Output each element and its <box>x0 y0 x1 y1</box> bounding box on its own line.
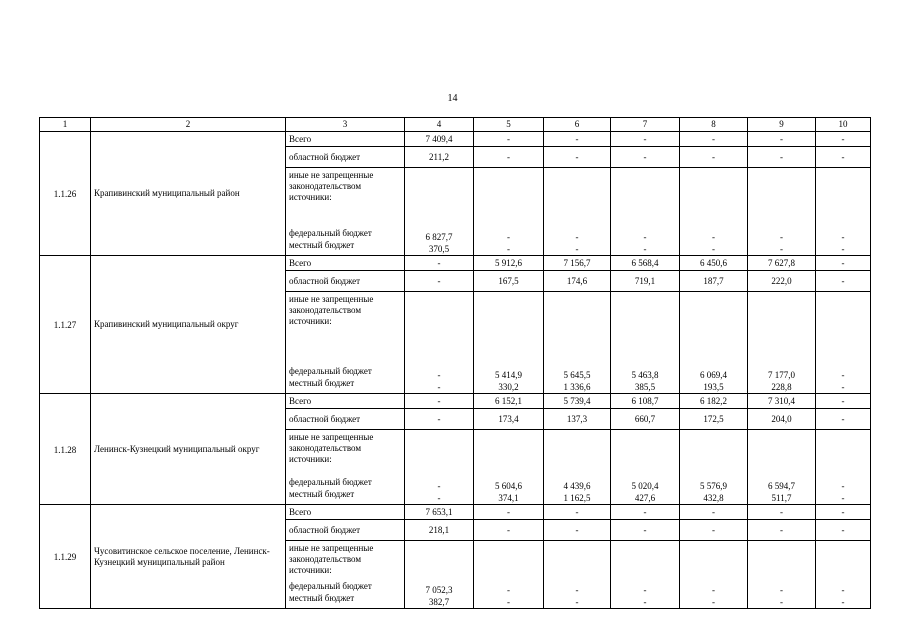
federal-value: 5 604,6 <box>495 481 522 491</box>
local-label: местный бюджет <box>289 240 355 250</box>
value-cell: 6 568,4 <box>611 256 680 271</box>
value-cell: - <box>816 271 871 292</box>
federal-label: федеральный бюджет <box>289 477 372 487</box>
value-cell: - <box>544 520 611 541</box>
value-cell: - <box>680 520 748 541</box>
source-label-total: Всего <box>286 256 405 271</box>
value-cell: - <box>748 505 816 520</box>
local-value: 432,8 <box>703 493 724 503</box>
federal-value: 5 645,5 <box>563 370 591 380</box>
municipality-name: Крапивинский муниципальный округ <box>91 256 286 394</box>
page-number: 14 <box>447 93 458 104</box>
value-cell: - <box>405 256 474 271</box>
value-cell: - <box>816 147 871 168</box>
row-number: 1.1.27 <box>40 256 91 394</box>
federal-value: - <box>841 232 845 242</box>
spacer <box>289 203 401 227</box>
value-cell <box>405 292 474 394</box>
local-label: местный бюджет <box>289 378 355 388</box>
value-cell: - <box>748 132 816 147</box>
municipality-name: Чусовитинское сельское поселение, Ленинск-Кузнецкий муниципальный район <box>91 505 286 609</box>
federal-value: 7 177,0 <box>768 370 795 380</box>
row-number: 1.1.26 <box>40 132 91 256</box>
local-value: 385,5 <box>634 382 656 392</box>
value-cell <box>816 541 871 609</box>
other-sources-label: иные не запрещенные законодательством источники: <box>289 432 374 464</box>
federal-value: - <box>712 585 715 595</box>
federal-value: - <box>507 585 510 595</box>
value-cell: 7 310,4 <box>748 394 816 409</box>
local-value: - <box>643 597 647 607</box>
header-cell: 9 <box>748 118 816 132</box>
value-cell <box>474 168 544 256</box>
header-cell: 3 <box>286 118 405 132</box>
value-cell: 218,1 <box>405 520 474 541</box>
value-cell: 6 450,6 <box>680 256 748 271</box>
source-label-regional: областной бюджет <box>286 409 405 430</box>
source-label-other <box>286 541 405 609</box>
source-label-total: Всего <box>286 132 405 147</box>
local-value: 1 336,6 <box>563 382 591 392</box>
spacer <box>289 465 401 476</box>
value-cell: - <box>611 132 680 147</box>
value-cell: - <box>816 520 871 541</box>
source-label-other <box>286 430 405 505</box>
value-cell: - <box>544 505 611 520</box>
value-cell: 222,0 <box>748 271 816 292</box>
value-cell: 660,7 <box>611 409 680 430</box>
value-cell <box>748 168 816 256</box>
federal-value: 6 827,7 <box>425 232 453 242</box>
other-sources-label: иные не запрещенные законодательством источники: <box>289 170 374 202</box>
source-label-regional: областной бюджет <box>286 271 405 292</box>
value-cell <box>680 541 748 609</box>
local-value: - <box>780 244 783 254</box>
table-row <box>40 132 871 147</box>
value-cell <box>816 430 871 505</box>
value-cell <box>611 292 680 394</box>
municipality-name: Ленинск-Кузнецкий муниципальный округ <box>91 394 286 505</box>
row-number: 1.1.29 <box>40 505 91 609</box>
value-cell: 173,4 <box>474 409 544 430</box>
value-cell: - <box>474 132 544 147</box>
spacer <box>289 327 401 365</box>
value-cell <box>748 541 816 609</box>
value-cell: - <box>680 132 748 147</box>
value-cell <box>544 541 611 609</box>
value-cell: 6 108,7 <box>611 394 680 409</box>
value-cell: 167,5 <box>474 271 544 292</box>
local-value: 427,6 <box>634 493 656 503</box>
federal-value: 5 020,4 <box>631 481 659 491</box>
header-cell: 1 <box>40 118 91 132</box>
value-cell <box>748 430 816 505</box>
local-value: 1 162,5 <box>563 493 591 503</box>
value-cell <box>611 168 680 256</box>
table-row <box>40 394 871 409</box>
header-cell: 5 <box>474 118 544 132</box>
local-value: - <box>712 244 715 254</box>
value-cell: - <box>544 132 611 147</box>
value-cell <box>405 541 474 609</box>
local-value: 511,7 <box>771 493 792 503</box>
table-row <box>40 505 871 520</box>
local-value: - <box>575 244 579 254</box>
value-cell <box>544 168 611 256</box>
value-cell: - <box>680 147 748 168</box>
local-value: 193,5 <box>703 382 724 392</box>
header-cell: 8 <box>680 118 748 132</box>
local-value: - <box>841 597 845 607</box>
federal-value: - <box>841 481 845 491</box>
federal-value: 6 069,4 <box>700 370 727 380</box>
value-cell <box>816 168 871 256</box>
local-label: местный бюджет <box>289 593 355 603</box>
value-cell <box>544 292 611 394</box>
value-cell: - <box>474 147 544 168</box>
value-cell: - <box>748 147 816 168</box>
value-cell: 7 409,4 <box>405 132 474 147</box>
value-cell: - <box>611 505 680 520</box>
value-cell: 174,6 <box>544 271 611 292</box>
source-label-total: Всего <box>286 505 405 520</box>
value-cell <box>544 430 611 505</box>
value-cell: 137,3 <box>544 409 611 430</box>
federal-value: - <box>841 585 845 595</box>
federal-value: - <box>437 370 441 380</box>
value-cell: 211,2 <box>405 147 474 168</box>
local-value: - <box>643 244 647 254</box>
federal-value: - <box>643 585 647 595</box>
federal-label: федеральный бюджет <box>289 228 372 238</box>
value-cell: 6 152,1 <box>474 394 544 409</box>
value-cell: 5 739,4 <box>544 394 611 409</box>
source-label-other <box>286 292 405 394</box>
value-cell: 719,1 <box>611 271 680 292</box>
value-cell <box>680 430 748 505</box>
value-cell: - <box>748 520 816 541</box>
value-cell: - <box>474 505 544 520</box>
header-cell: 10 <box>816 118 871 132</box>
value-cell <box>680 292 748 394</box>
value-cell: - <box>611 147 680 168</box>
local-value: 228,8 <box>771 382 792 392</box>
other-sources-label: иные не запрещенные законодательством источники: <box>289 543 374 575</box>
federal-value: 5 414,9 <box>495 370 522 380</box>
local-value: - <box>780 597 783 607</box>
value-cell: - <box>474 520 544 541</box>
value-cell: - <box>816 132 871 147</box>
value-cell: 172,5 <box>680 409 748 430</box>
value-cell: 7 653,1 <box>405 505 474 520</box>
federal-value: - <box>507 232 510 242</box>
federal-value: 4 439,6 <box>563 481 591 491</box>
value-cell: - <box>680 505 748 520</box>
header-cell: 4 <box>405 118 474 132</box>
value-cell: - <box>405 394 474 409</box>
header-row <box>40 118 871 132</box>
federal-value: - <box>841 370 845 380</box>
municipality-name: Крапивинский муниципальный район <box>91 132 286 256</box>
federal-value: - <box>780 232 783 242</box>
header-cell: 7 <box>611 118 680 132</box>
row-number: 1.1.28 <box>40 394 91 505</box>
value-cell <box>405 430 474 505</box>
local-value: - <box>507 597 510 607</box>
source-label-regional: областной бюджет <box>286 520 405 541</box>
value-cell: 7 156,7 <box>544 256 611 271</box>
value-cell <box>611 430 680 505</box>
local-value: 374,1 <box>498 493 519 503</box>
value-cell <box>405 168 474 256</box>
value-cell <box>680 168 748 256</box>
value-cell <box>748 292 816 394</box>
local-value: - <box>575 597 579 607</box>
value-cell: 204,0 <box>748 409 816 430</box>
header-cell: 2 <box>91 118 286 132</box>
value-cell: - <box>816 409 871 430</box>
value-cell: - <box>405 409 474 430</box>
other-sources-label: иные не запрещенные законодательством источники: <box>289 294 374 326</box>
value-cell: - <box>816 505 871 520</box>
local-value: - <box>841 382 845 392</box>
federal-value: 5 576,9 <box>700 481 727 491</box>
federal-label: федеральный бюджет <box>289 366 372 376</box>
table-row <box>40 256 871 271</box>
source-label-regional: областной бюджет <box>286 147 405 168</box>
value-cell: 6 182,2 <box>680 394 748 409</box>
value-cell <box>611 541 680 609</box>
federal-value: - <box>712 232 715 242</box>
budget-table <box>39 117 871 609</box>
federal-value: - <box>575 585 579 595</box>
value-cell: - <box>405 271 474 292</box>
local-value: - <box>437 382 441 392</box>
federal-value: 5 463,8 <box>631 370 659 380</box>
value-cell: - <box>544 147 611 168</box>
federal-value: 7 052,3 <box>425 585 453 595</box>
value-cell: - <box>816 256 871 271</box>
federal-label: федеральный бюджет <box>289 581 372 591</box>
local-value: - <box>712 597 715 607</box>
source-label-total: Всего <box>286 394 405 409</box>
federal-value: - <box>575 232 579 242</box>
value-cell: 5 912,6 <box>474 256 544 271</box>
value-cell <box>474 541 544 609</box>
federal-value: - <box>780 585 783 595</box>
local-value: - <box>841 493 845 503</box>
value-cell <box>474 292 544 394</box>
local-value: 370,5 <box>428 244 450 254</box>
value-cell: - <box>816 394 871 409</box>
local-value: 330,2 <box>498 382 519 392</box>
local-value: - <box>437 493 441 503</box>
source-label-other <box>286 168 405 256</box>
local-label: местный бюджет <box>289 489 355 499</box>
federal-value: 6 594,7 <box>768 481 795 491</box>
local-value: - <box>841 244 845 254</box>
value-cell <box>816 292 871 394</box>
federal-value: - <box>643 232 647 242</box>
value-cell: 187,7 <box>680 271 748 292</box>
value-cell: - <box>611 520 680 541</box>
federal-value: - <box>437 481 441 491</box>
value-cell <box>474 430 544 505</box>
header-cell: 6 <box>544 118 611 132</box>
local-value: 382,7 <box>428 597 450 607</box>
local-value: - <box>507 244 510 254</box>
value-cell: 7 627,8 <box>748 256 816 271</box>
